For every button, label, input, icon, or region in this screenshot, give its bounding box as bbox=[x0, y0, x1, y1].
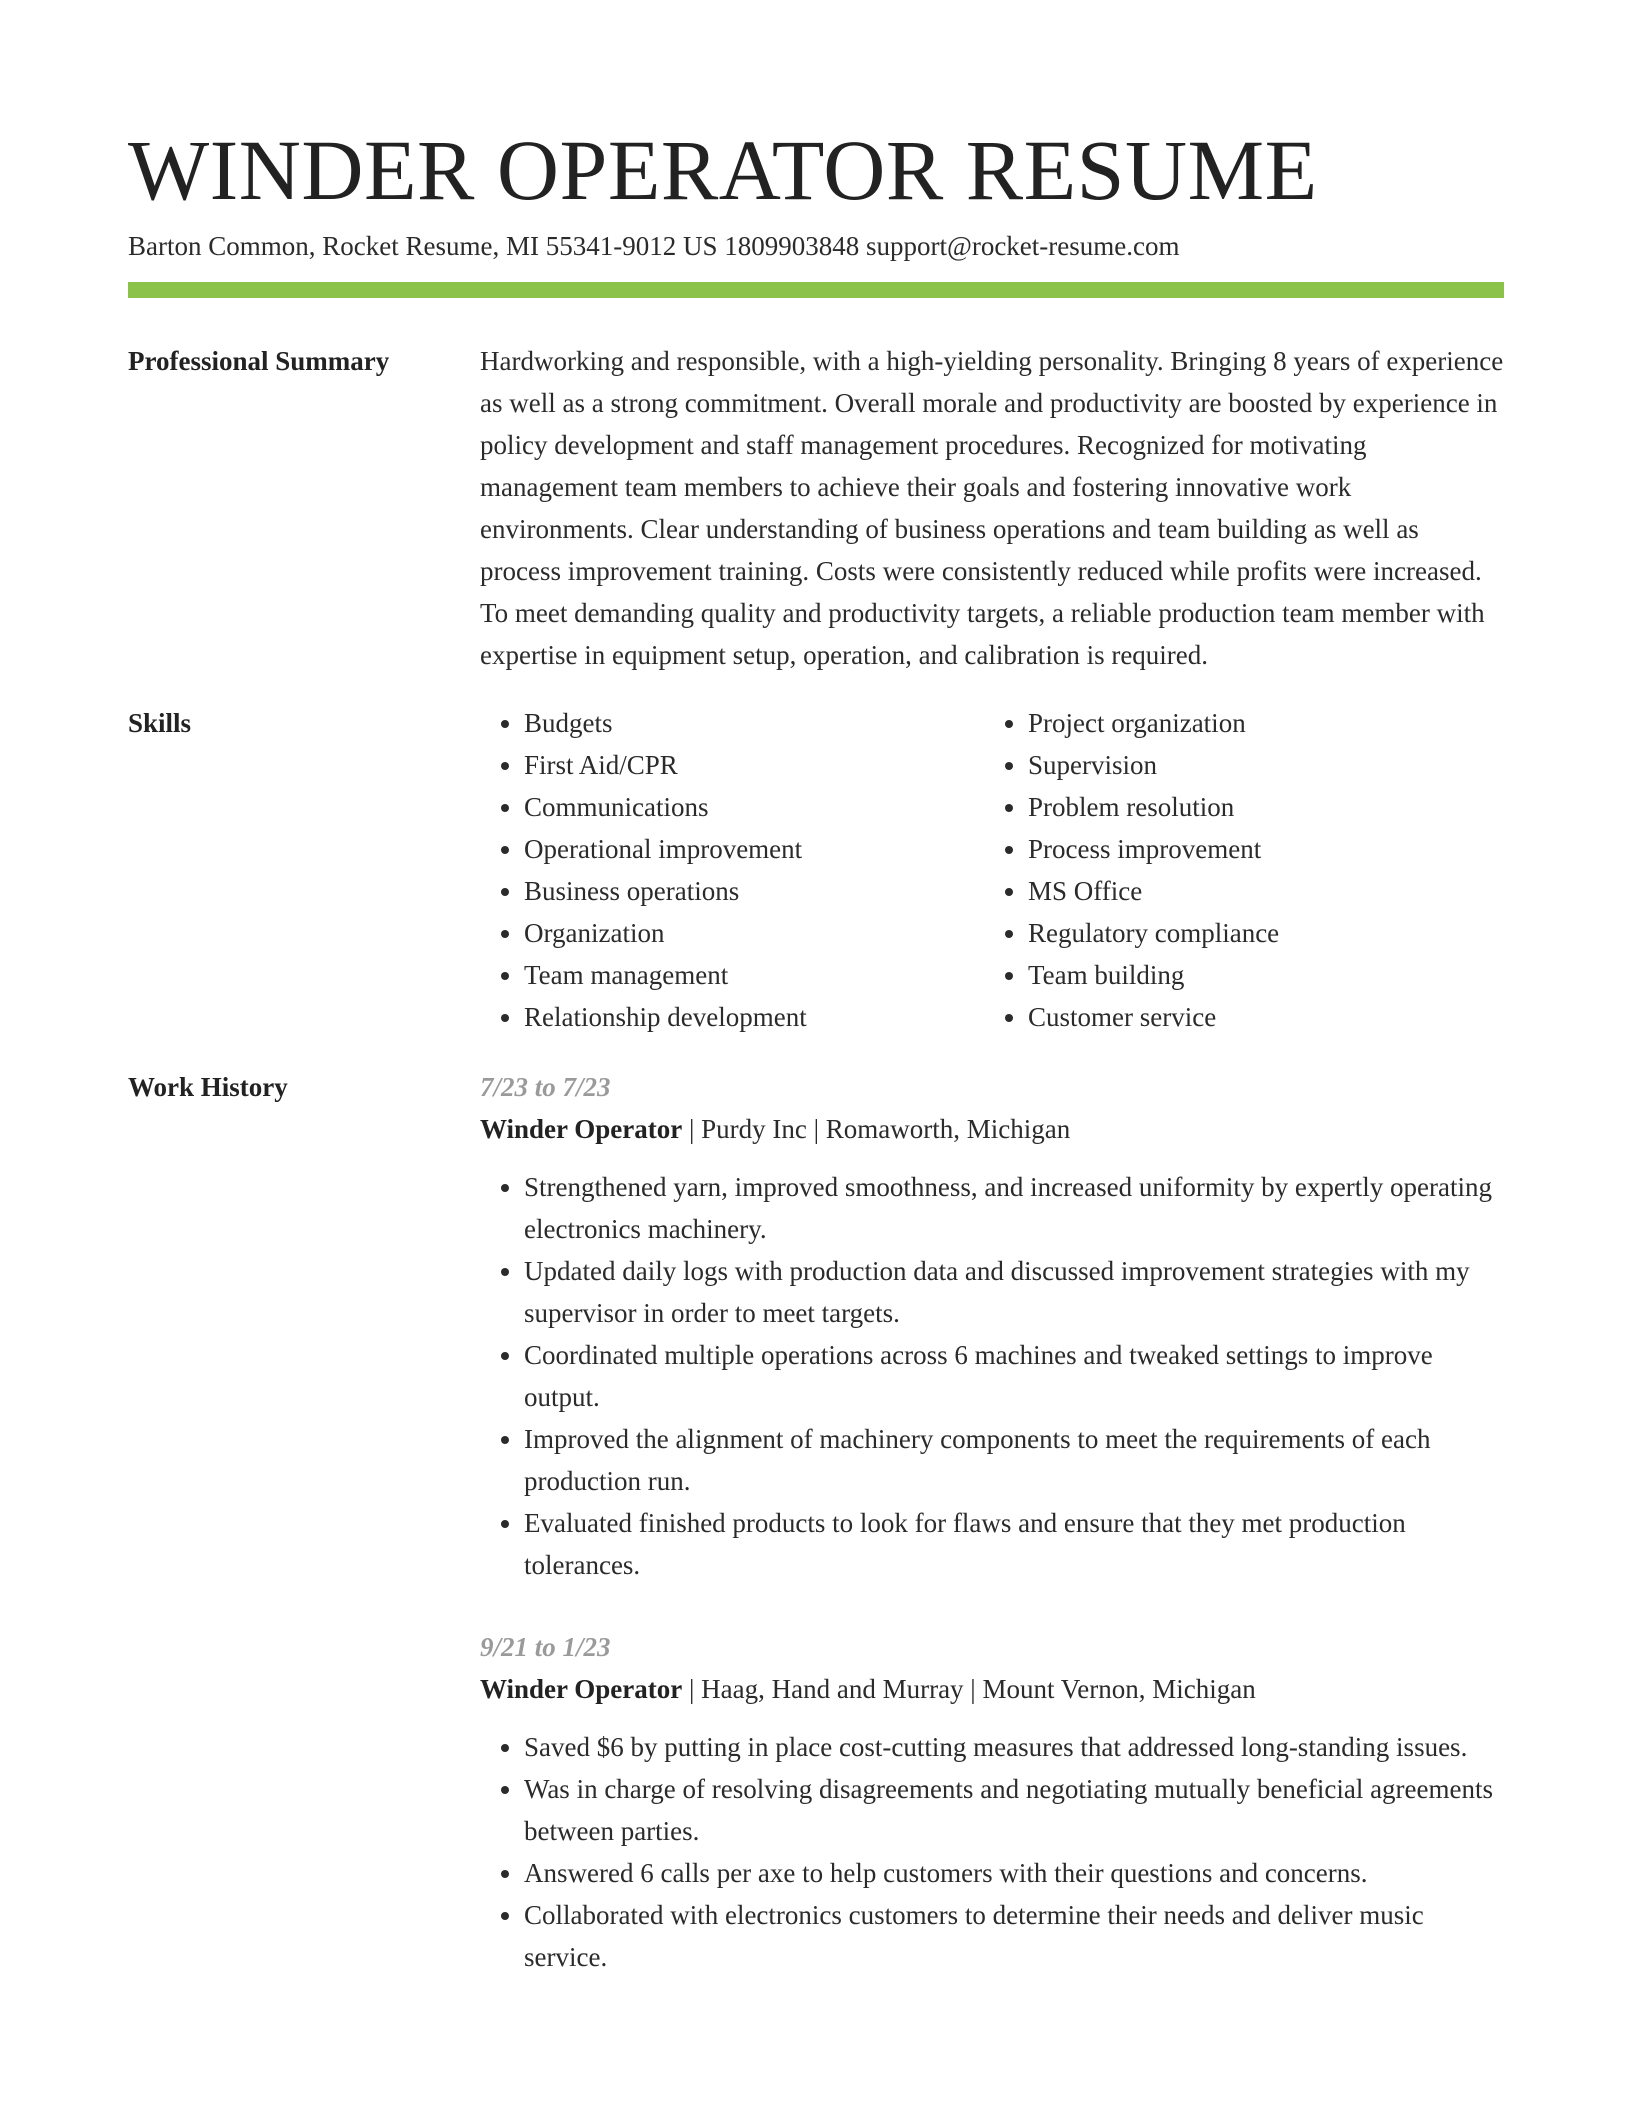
job-details: | Purdy Inc | Romaworth, Michigan bbox=[682, 1114, 1071, 1144]
job-bullet: • Saved $6 by putting in place cost-cutting measures that addressed long-standing issues. bbox=[524, 1726, 1504, 1768]
header-divider bbox=[128, 282, 1504, 298]
skill-item: • Project organization bbox=[1028, 702, 1488, 744]
job-bullet: • Evaluated finished products to look for flaws and ensure that they met production tolerances. bbox=[524, 1502, 1504, 1586]
skills-list-right bbox=[984, 702, 1488, 1038]
skills-section bbox=[128, 708, 1504, 1038]
job-heading bbox=[480, 1108, 1504, 1150]
summary-section bbox=[128, 346, 1504, 676]
skill-item: • Team management bbox=[524, 954, 984, 996]
job-bullets bbox=[480, 1166, 1504, 1586]
contact-email: support@rocket-resume.com bbox=[865, 231, 1180, 261]
job-title: Winder Operator bbox=[480, 1114, 683, 1144]
skill-item: • Business operations bbox=[524, 870, 984, 912]
job-details: | Haag, Hand and Murray | Mount Vernon, Michigan bbox=[682, 1674, 1256, 1704]
skill-item: • Supervision bbox=[1028, 744, 1488, 786]
job-bullet: • Strengthened yarn, improved smoothness, and increased uniformity by expertly operating electronics machinery. bbox=[524, 1166, 1504, 1250]
contact-phone: 1809903848 bbox=[724, 231, 860, 261]
summary-heading: Professional Summary bbox=[128, 346, 390, 376]
skill-item: • Budgets bbox=[524, 702, 984, 744]
contact-address: Barton Common, Rocket Resume, MI 55341-9012 US bbox=[128, 231, 718, 261]
skill-item: • Organization bbox=[524, 912, 984, 954]
job-dates: 7/23 to 7/23 bbox=[480, 1072, 611, 1102]
job-title: Winder Operator bbox=[480, 1674, 683, 1704]
job-bullet: • Collaborated with electronics customers to determine their needs and deliver music service. bbox=[524, 1894, 1504, 1978]
job-entry bbox=[480, 1066, 1504, 1586]
skill-item: • Problem resolution bbox=[1028, 786, 1488, 828]
resume-page bbox=[128, 118, 1504, 1978]
work-history-section bbox=[128, 1072, 1504, 1978]
resume-title: WINDER OPERATOR RESUME bbox=[128, 122, 1318, 218]
job-bullet: • Coordinated multiple operations across 6 machines and tweaked settings to improve output. bbox=[524, 1334, 1504, 1418]
skill-item: • MS Office bbox=[1028, 870, 1488, 912]
skill-item: • Operational improvement bbox=[524, 828, 984, 870]
skill-item: • Relationship development bbox=[524, 996, 984, 1038]
skill-item: • Team building bbox=[1028, 954, 1488, 996]
job-heading bbox=[480, 1668, 1504, 1710]
contact-line bbox=[128, 228, 1504, 264]
work-history-heading: Work History bbox=[128, 1072, 288, 1102]
skill-item: • First Aid/CPR bbox=[524, 744, 984, 786]
skills-heading: Skills bbox=[128, 708, 192, 738]
job-dates: 9/21 to 1/23 bbox=[480, 1632, 611, 1662]
job-bullet: • Updated daily logs with production data and discussed improvement strategies with my supervisor in order to meet targets. bbox=[524, 1250, 1504, 1334]
skill-item: • Communications bbox=[524, 786, 984, 828]
skill-item: • Customer service bbox=[1028, 996, 1488, 1038]
skill-item: • Regulatory compliance bbox=[1028, 912, 1488, 954]
skill-item: • Process improvement bbox=[1028, 828, 1488, 870]
summary-text: Hardworking and responsible, with a high-yielding personality. Bringing 8 years of experience as well as a strong commitment. Overall morale and productivity are boosted by experience in policy development and staff management procedures. Recognized for motivating management team members to achieve their goals and fostering innovative work environments. Clear understanding of business operations and team building as well as process improvement training. Costs were consistently reduced while profits were increased. To meet demanding quality and productivity targets, a reliable production team member with expertise in equipment setup, operation, and calibration is required. bbox=[480, 346, 1504, 670]
job-entry bbox=[480, 1626, 1504, 1978]
skills-list-left bbox=[480, 702, 984, 1038]
job-bullet: • Improved the alignment of machinery components to meet the requirements of each production run. bbox=[524, 1418, 1504, 1502]
job-bullet: • Was in charge of resolving disagreements and negotiating mutually beneficial agreements between parties. bbox=[524, 1768, 1504, 1852]
job-bullet: • Answered 6 calls per axe to help customers with their questions and concerns. bbox=[524, 1852, 1504, 1894]
job-bullets bbox=[480, 1726, 1504, 1978]
